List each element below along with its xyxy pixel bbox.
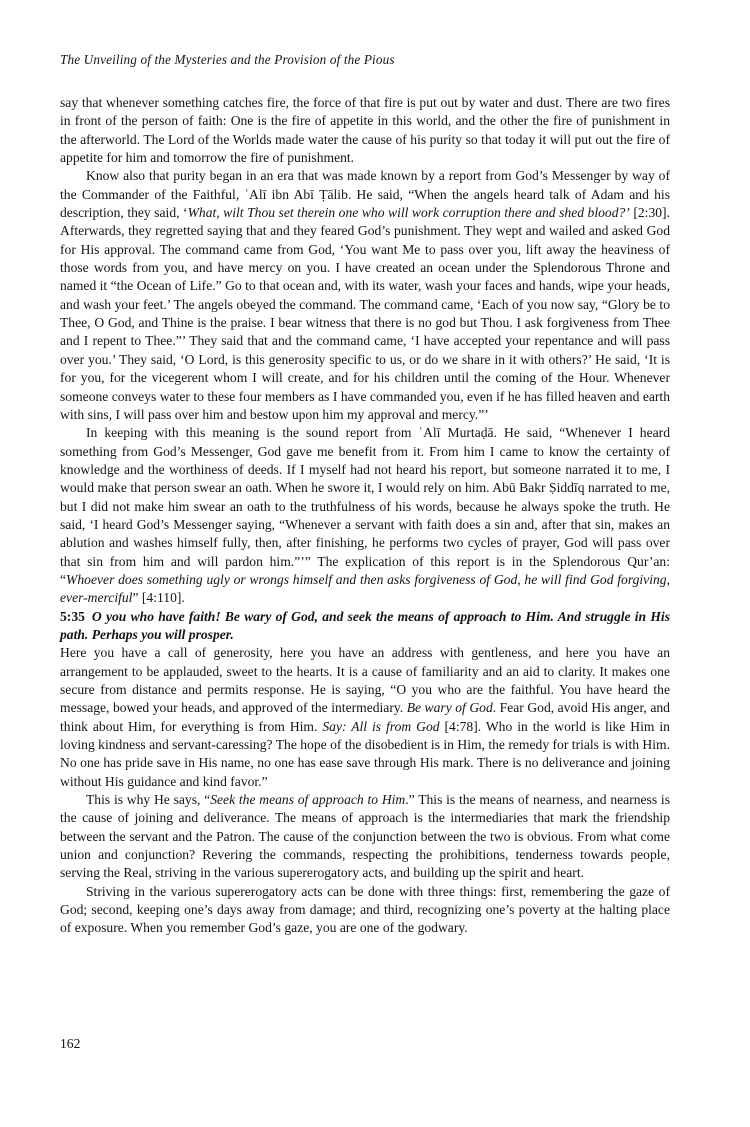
text-run: [2:30]. Afterwards, they regretted saying that and they feared God’s punishment. They wept and wailed and asked God for His approval. The command came from God, ‘You want Me to pass over you, lift away the heaviness of those words from you, and have mercy on you. I have created an ocean under the Splendorous Throne and named it “the Ocean of Life.” Go to that ocean and, with its water, wash your faces and hands, wipe your heads, and wash your feet.’ The angels obeyed the command. The command came, ‘Each of you now say, “Glory be to Thee, O God, and Thine is the praise. I bear witness that there is no god but Thou. I ask forgiveness from Thee and I repent to Thee.”’ They said that and the command came, ‘I have accepted your repentance and will pass over you.’ They said, ‘O Lord, is this generosity specific to us, or do we share in it with others?’ He said, ‘It is for you, for the vicegerent whom I will create, and for his children until the coming of the Hour. Whenever someone conveys water to these four members as I have commanded you, even if he has filled heaven and earth with sins, I will pass over him and bestow upon him my approval and mercy.”’ [60,205,670,422]
quran-quote-4-78: Say: All is from God [322,718,440,734]
verse-reference: 5:35 [60,608,85,624]
paragraph-call-of-generosity [60,644,670,791]
text-run: This is why He says, “ [86,792,211,808]
text-run: [4:78]. Who in the world is like Him in loving kindness and servant-caressing? The hope of the disobedient is in Him, the remedy for trials is with Him. No one has pride save in His name, no one has ease save through His mark. There is no deliverance and joining without His guidance and kind favor.” [60,718,670,789]
quran-quote-4-110: Whoever does something ugly or wrongs himself and then asks forgiveness of God, he will find God forgiving, ever-merciful [60,571,670,606]
paragraph-ali-murtada [60,424,670,607]
paragraph-continued-fire: say that whenever something catches fire, the force of that fire is put out by water and dust. There are two fires in front of the person of faith: One is the fire of appetite in this world, and the other the fire of punishment in the afterworld. The Lord of the Worlds made water the cause of his purity so that today it will put out the fire of appetite for him and tomorrow the fire of punishment. [60,95,670,166]
quote-be-wary-of-god: Be wary of God [406,700,493,716]
verse-text: O you who have faith! Be wary of God, and seek the means of approach to Him. And struggle in His path. Perhaps you will prosper. [60,608,670,642]
text-run: ” [4:110]. [132,590,185,606]
text-run: In keeping with this meaning is the sound report from ʿAlī Murtaḍā. He said, “Whenever I heard something from God’s Messenger, God gave me benefit from it. From him I came to know the certainty of knowledge and the worthiness of deeds. If I myself had not heard his report, but someone narrated it to me, I would make that person swear an oath. When he swore it, I would rely on him. Abū Bakr Ṣiddīq narrated to me, but I did not make him swear an oath to the truthfulness of his words, because he always spoke the truth. He said, ‘I heard God’s Messenger saying, “Whenever a servant with faith does a sin and, after that sin, makes an ablution and washes himself fully, then, after finishing, he performs two cycles of prayer, God will pass over that sin from him and will pardon him.”’” The explication of this report is in the Splendorous Qur’an: “ [60,425,670,587]
paragraph-three-things: Striving in the various supererogatory acts can be done with three things: first, remembering the gaze of God; second, keeping one’s days away from damage; and third, recognizing one’s poverty at the halting place of exposure. When you remember God’s gaze, you are one of the godwary. [60,883,670,936]
page-number: 162 [60,1036,81,1051]
text-run: .” This is the means of nearness, and nearness is the cause of joining and deliverance. The means of approach is the intermediaries that mark the friendship between the servant and the Patron. The cause of the conjunction between the two is obvious. From what come union and conjunction? Revering the commands, respecting the prohibitions, tenderness towards people, serving the Real, striving in the various supererogatory acts, and building up the spirit and heart. [60,792,670,881]
paragraph-means-of-approach [60,791,670,883]
page-text-block [60,94,670,938]
text-run: Know also that purity began in an era that was made known by a report from God’s Messenger by way of the Commander of the Faithful, ʿAlī ibn Abī Ṭālib. He said, “When the angels heard talk of Adam and his description, they said, ‘ [60,168,670,221]
text-run: . Fear God, avoid His anger, and think about Him, for everything is from Him. [60,700,670,734]
verse-heading-5-35 [60,608,670,645]
paragraph-purity-era [60,167,670,424]
running-head: The Unveiling of the Mysteries and the Provision of the Pious [60,52,395,67]
quote-seek-the-means: Seek the means of approach to Him [210,792,406,808]
text-run: Here you have a call of generosity, here you have an address with gentleness, and here you have an arrangement to be applauded, sweet to the hearts. It is a cause of familiarity and an aid to clarity. It makes one secure from distance and permits response. He is saying, “O you who are the faithful. You have heard the message, bowed your heads, and approved of the intermediary. [60,645,670,716]
quran-quote-2-30: What, wilt Thou set therein one who will work corruption there and shed blood?’ [187,205,630,221]
